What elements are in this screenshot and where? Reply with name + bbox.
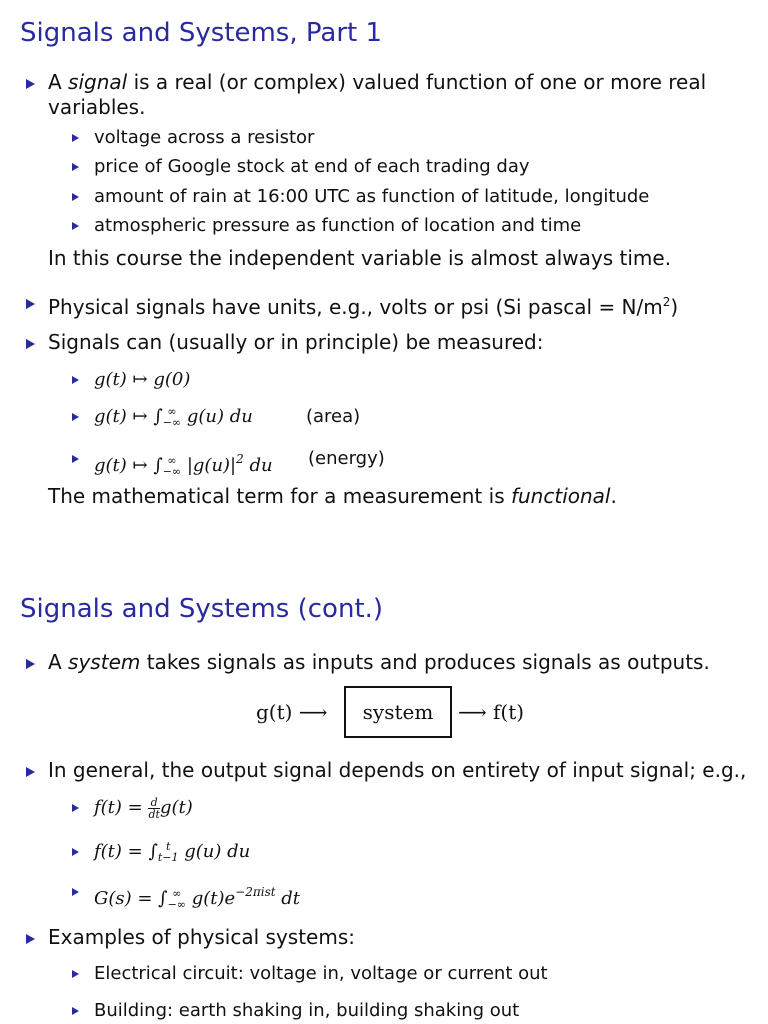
term-system: system	[68, 650, 141, 674]
bullet-triangle-icon	[72, 804, 79, 812]
bullet-triangle-icon	[72, 163, 79, 171]
bullet-triangle-icon	[26, 934, 35, 944]
system-diagram	[0, 686, 768, 742]
bullet-triangle-icon	[26, 339, 35, 349]
term-signal: signal	[68, 70, 128, 94]
diagram-output: ⟶ f(t)	[458, 700, 525, 724]
bullet-triangle-icon	[26, 79, 35, 89]
bullet-triangle-icon	[72, 970, 79, 978]
note-functional: The mathematical term for a measurement is functional.	[48, 484, 617, 508]
slide-title-cont: Signals and Systems (cont.)	[20, 594, 384, 624]
bullet-triangle-icon	[72, 376, 79, 384]
bullet-triangle-icon	[72, 1007, 79, 1015]
bullet-triangle-icon	[72, 193, 79, 201]
slide-title-part-1: Signals and Systems, Part 1	[20, 18, 383, 48]
bullet-triangle-icon	[72, 888, 79, 896]
bullet-signal-definition-cont: variables.	[48, 95, 146, 119]
bullet-triangle-icon	[72, 222, 79, 230]
bullet-triangle-icon	[26, 299, 35, 309]
bullet-triangle-icon	[26, 659, 35, 669]
bullet-triangle-icon	[72, 134, 79, 142]
system-box: system	[344, 686, 452, 738]
bullet-triangle-icon	[26, 767, 35, 777]
bullet-triangle-icon	[72, 413, 79, 421]
note-independent-variable: In this course the independent variable is almost always time.	[48, 246, 672, 270]
bullet-triangle-icon	[72, 848, 79, 856]
diagram-input: g(t) ⟶	[256, 700, 328, 724]
bullet-triangle-icon	[72, 455, 79, 463]
